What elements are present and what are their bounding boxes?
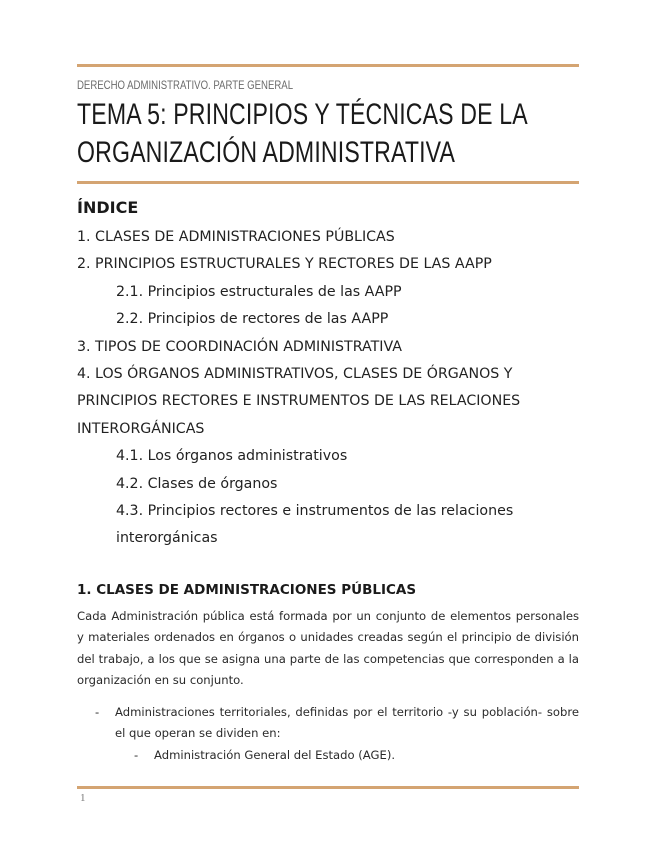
list-item [77, 702, 579, 745]
body-paragraph: Cada Administración pública está formada por un conjunto de elementos personales y materiales ordenados en órganos o unidades creadas según el principio de división del trabajo, a los que se asigna una parte de las competencias que corresponden a la organización en su conjunto. [77, 609, 579, 687]
toc-subitem: 4.2. Clases de órganos [116, 475, 278, 492]
dash-bullet: - [95, 705, 100, 719]
toc-item: 1. CLASES DE ADMINISTRACIONES PÚBLICAS [77, 229, 395, 245]
toc-item: 4. LOS ÓRGANOS ADMINISTRATIVOS, CLASES DE ÓRGANOS Y PRINCIPIOS RECTORES E INSTRUMENTOS DE LAS RELACIONES INTERORGÁNICAS [77, 366, 521, 437]
table-of-contents [77, 224, 579, 553]
header-top-rule [77, 64, 579, 67]
footer-rule [77, 786, 579, 789]
page-title [77, 96, 570, 172]
list-item-text: Administraciones territoriales, definidas por el territorio -y su población- sobre el que operan se dividen en: [115, 705, 579, 741]
toc-subitem: 4.3. Principios rectores e instrumentos de las relaciones interorgánicas [116, 503, 514, 547]
subject-header: DERECHO ADMINISTRATIVO. PARTE GENERAL [77, 78, 294, 92]
section-heading: 1. CLASES DE ADMINISTRACIONES PÚBLICAS [77, 582, 417, 598]
dash-bullet: - [134, 747, 139, 762]
toc-subitem: 2.2. Principios de rectores de las AAPP [116, 311, 389, 328]
toc-subitem: 4.1. Los órganos administrativos [116, 448, 348, 465]
page-number: 1 [80, 792, 86, 804]
title-line-1: TEMA 5: PRINCIPIOS Y TÉCNICAS DE LA [77, 98, 528, 131]
index-heading: ÍNDICE [77, 198, 139, 217]
list-subitem-text: Administración General del Estado (AGE). [154, 747, 396, 762]
bullet-list [77, 702, 579, 766]
toc-item: 3. TIPOS DE COORDINACIÓN ADMINISTRATIVA [77, 338, 402, 355]
title-line-2: ORGANIZACIÓN ADMINISTRATIVA [77, 136, 456, 169]
list-subitem [77, 745, 579, 766]
header-bottom-rule [77, 181, 579, 184]
toc-item: 2. PRINCIPIOS ESTRUCTURALES Y RECTORES DE LAS AAPP [77, 256, 492, 273]
toc-subitem: 2.1. Principios estructurales de las AAPP [116, 283, 402, 300]
